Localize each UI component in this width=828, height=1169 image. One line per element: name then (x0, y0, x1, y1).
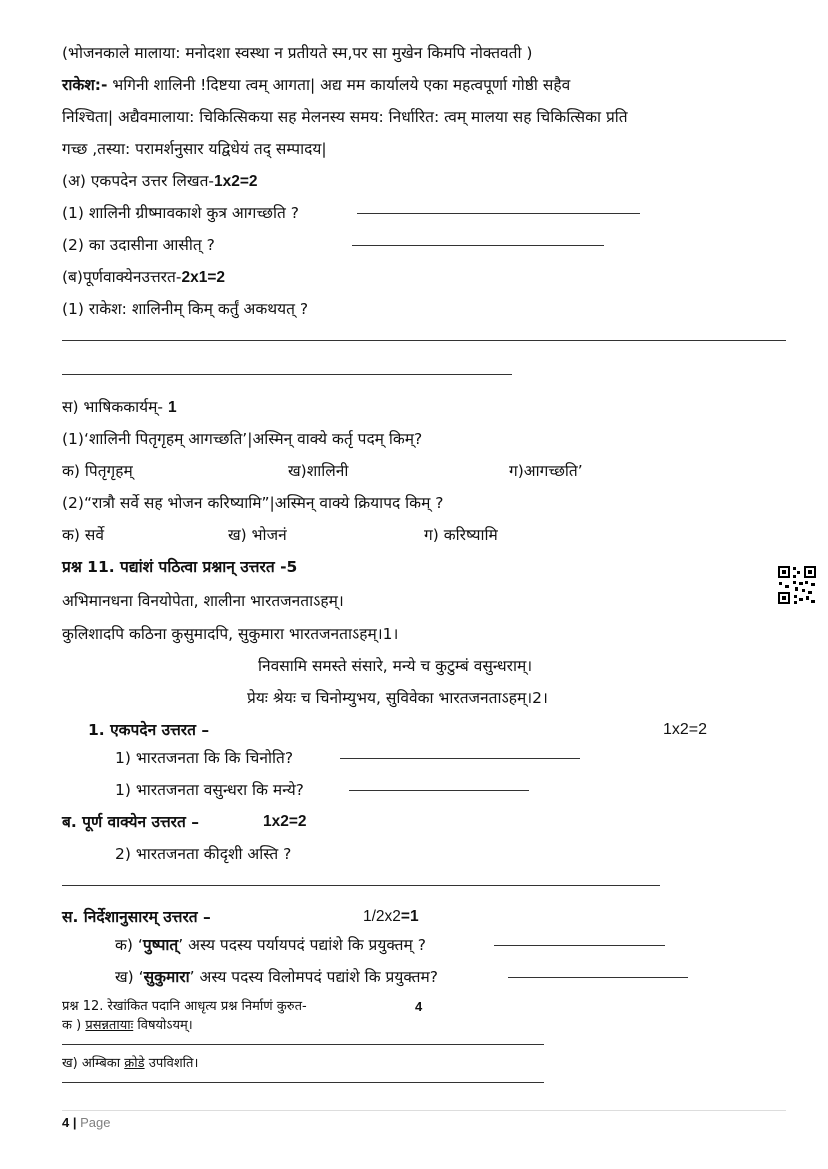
part-1-heading: 1. एकपदेन उत्तरत – (88, 721, 210, 739)
answer-line (62, 1044, 544, 1045)
qr-code-icon (777, 565, 817, 605)
option-s1-b: ख)शालिनी (288, 462, 349, 480)
question-11-heading: प्रश्न 11. पद्यांशं पठित्वा प्रश्नान् उत्तरत -5 (62, 558, 298, 576)
dialogue-rakesh (62, 75, 570, 95)
question-p1-1: 1) भारतजनता कि कि चिनोति? (115, 749, 294, 767)
answer-line (62, 1082, 544, 1083)
section-a-marks: 1x2=2 (214, 173, 258, 190)
section-b-marks: 2x1=2 (181, 269, 225, 286)
option-s2-b: ख) भोजनं (228, 526, 287, 544)
part-s-marks-total: =1 (400, 908, 419, 925)
dialogue-text: भगिनी शालिनी !दिष्टया त्वम् आगता| अद्य मम कार्यालये एका महत्वपूर्णा गोष्ठी सहैव (112, 76, 571, 94)
footer-separator: | (72, 1115, 77, 1130)
question-s1: (1)‘शालिनी पितृगृहम् आगच्छति’|अस्मिन् वाक्ये कर्तृ पदम् किम्? (62, 430, 423, 448)
question-a2: (2) का उदासीना आसीत् ? (62, 236, 215, 254)
option-s1-c: ग)आगच्छति’ (509, 462, 583, 480)
verse-line-1: अभिमानधना विनयोपेता, शालीना भारतजनताऽहम्। (62, 592, 344, 610)
answer-line (62, 885, 660, 886)
underlined-word: क्रोडे (124, 1056, 145, 1071)
verse-line-3: निवसामि समस्ते संसारे, मन्ये च कुटुम्बं वसुन्धराम्। (258, 657, 533, 675)
section-s-title: स) भाषिककार्यम्- (62, 398, 164, 416)
answer-line (357, 213, 640, 214)
verse-line-4: प्रेयः श्रेयः च चिनोम्युभय, सुविवेका भारतजनताऽहम्।2। (247, 689, 548, 707)
section-b-title: (ब)पूर्णवाक्येनउत्तरत- (62, 268, 182, 286)
answer-line (494, 945, 665, 946)
part-s-marks (363, 907, 419, 927)
part-b-heading: ब. पूर्ण वाक्येन उत्तरत – (62, 813, 199, 831)
option-s1-a: क) पितृगृहम् (62, 462, 133, 480)
question-12-a: क ) प्रसन्नतायाः विषयोऽयम्। (62, 1018, 193, 1033)
question-pb-1: 2) भारतजनता कीदृशी अस्ति ? (115, 845, 292, 863)
answer-line (352, 245, 604, 246)
speaker-label: राकेश:- (62, 76, 108, 94)
part-b-marks: 1x2=2 (263, 813, 307, 830)
question-a1: (1) शालिनी ग्रीष्मावकाशे कुत्र आगच्छति ? (62, 204, 299, 222)
dialogue-line-3: गच्छ ,तस्या: परामर्शनुसार यद्विधेयं तद् सम्पादय| (62, 140, 327, 158)
section-s-heading (62, 397, 177, 418)
dialogue-line-2: निश्चिता| अद्यैवमालाया: चिकित्सिकया सह मेलनस्य समय: निर्धारित: त्वम् मालया सह चिकित्सिका प्रति (62, 108, 628, 126)
answer-line (349, 790, 529, 791)
page-label: Page (80, 1115, 111, 1130)
part-s-heading: स. निर्देशानुसारम् उत्तरत – (62, 908, 211, 926)
question-ps-1: क) ‘पुष्पात्’ अस्य पदस्य पर्यायपदं पद्यांशे कि प्रयुक्तम् ? (115, 936, 426, 954)
page-number: 4 (62, 1115, 70, 1130)
section-b-heading (62, 267, 225, 288)
question-12-marks: 4 (415, 999, 423, 1014)
option-s2-c: ग) करिष्यामि (424, 526, 498, 544)
part-s-marks-fraction: 1/2x2 (363, 908, 401, 925)
question-12-b: ख) अम्बिका क्रोडे उपविशति। (62, 1056, 199, 1071)
part-1-marks: 1x2=2 (663, 721, 708, 738)
footer (62, 1115, 111, 1130)
answer-line (62, 374, 512, 375)
stage-direction: (भोजनकाले मालाया: मनोदशा स्वस्था न प्रतीयते स्म,पर सा मुखेन किमपि नोक्तवती ) (62, 44, 533, 62)
footer-divider (62, 1110, 786, 1111)
option-s2-a: क) सर्वे (62, 526, 104, 544)
answer-line (62, 340, 786, 341)
section-s-marks: 1 (167, 399, 177, 416)
question-12-heading: प्रश्न 12. रेखांकित पदानि आधृत्य प्रश्न निर्माणं कुरुत- (62, 999, 307, 1014)
question-b1: (1) राकेश: शालिनीम् किम् कर्तुं अकथयत् ? (62, 300, 309, 318)
section-a-title: (अ) एकपदेन उत्तर लिखत- (62, 172, 215, 190)
question-p1-2: 1) भारतजनता वसुन्धरा कि मन्ये? (115, 781, 304, 799)
question-s2: (2)“रात्रौ सर्वे सह भोजन करिष्यामि”|अस्मिन् वाक्ये क्रियापद किम् ? (62, 494, 444, 512)
section-a-heading (62, 171, 258, 192)
highlighted-word: पुष्पात् (142, 936, 179, 954)
answer-line (508, 977, 688, 978)
highlighted-word: सुकुमारा (143, 968, 190, 986)
underlined-word: प्रसन्नतायाः (85, 1018, 134, 1033)
verse-line-2: कुलिशादपि कठिना कुसुमादपि, सुकुमारा भारतजनताऽहम्।1। (62, 625, 399, 643)
answer-line (340, 758, 580, 759)
question-ps-2: ख) ‘सुकुमारा’ अस्य पदस्य विलोमपदं पद्यांशे कि प्रयुक्तम? (115, 968, 438, 986)
